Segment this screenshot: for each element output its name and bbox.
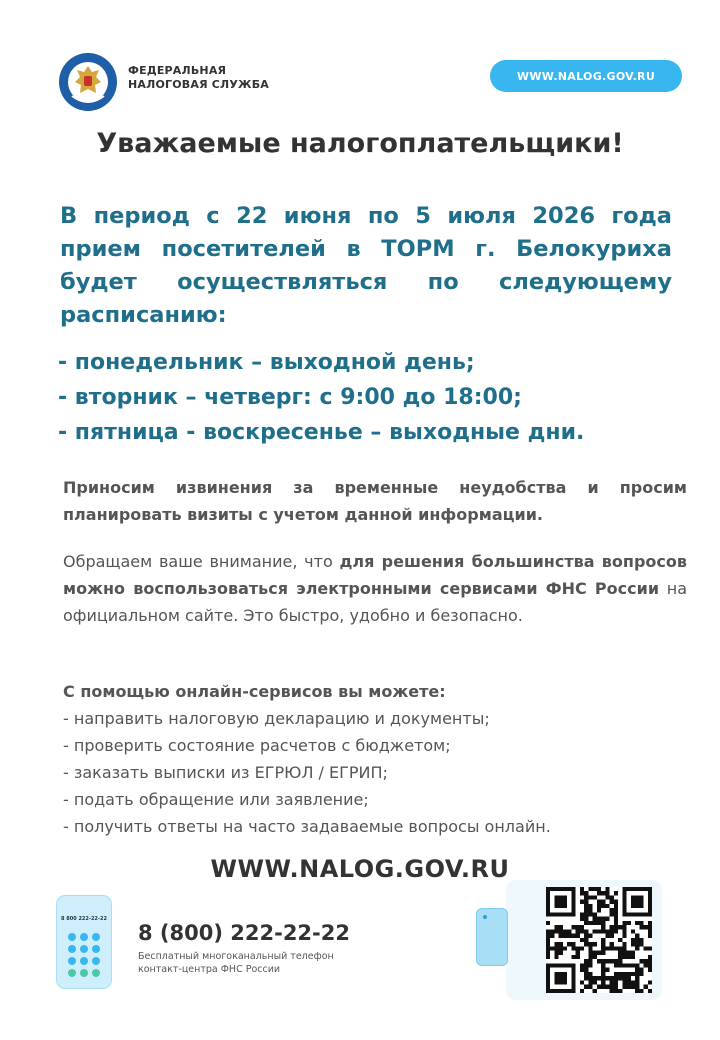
org-name <box>128 64 269 92</box>
attention-outro: на официальном сайте. Это быстро, удобно и безопасно. <box>63 579 687 625</box>
fns-emblem-icon <box>58 52 118 112</box>
list-item: - проверить состояние расчетов с бюджетом; <box>63 736 451 755</box>
schedule-item-friday-sunday: - пятница - воскресенье – выходные дни. <box>58 420 585 445</box>
org-name-line1: ФЕДЕРАЛЬНАЯ <box>128 64 227 77</box>
intro-text: В период с 22 июня по 5 июля 2026 года прием посетителей в ТОРМ г. Белокуриха будет осуществляться по следующему расписанию: <box>60 203 672 328</box>
list-item: - направить налоговую декларацию и документы; <box>63 709 490 728</box>
page-title: Уважаемые налогоплательщики! <box>96 128 624 159</box>
hotline-description-line1: Бесплатный многоканальный телефон <box>138 951 334 962</box>
hotline-phone[interactable]: 8 (800) 222-22-22 <box>138 921 350 945</box>
schedule-item-monday: - понедельник – выходной день; <box>58 350 475 375</box>
attention-intro: Обращаем ваше внимание, что <box>63 552 340 571</box>
site-link-button[interactable]: WWW.NALOG.GOV.RU <box>490 60 682 92</box>
schedule-item-tuesday-thursday: - вторник – четверг: с 9:00 до 18:00; <box>58 385 522 410</box>
hotline-description-line2: контакт-центра ФНС России <box>138 964 281 975</box>
keypad-icon <box>68 933 104 977</box>
phone-card-number: 8 800 222-22-22 <box>61 916 107 922</box>
smartphone-icon <box>476 908 508 966</box>
list-item: - получить ответы на часто задаваемые вопросы онлайн. <box>63 817 551 836</box>
services-heading: С помощью онлайн-сервисов вы можете: <box>63 682 446 701</box>
header <box>58 52 682 112</box>
list-item: - заказать выписки из ЕГРЮЛ / ЕГРИП; <box>63 763 388 782</box>
phone-illustration-icon <box>56 895 112 989</box>
attention-paragraph <box>63 548 687 629</box>
qr-block <box>474 880 664 1002</box>
hotline-description <box>138 950 334 976</box>
list-item: - подать обращение или заявление; <box>63 790 369 809</box>
apology-text: Приносим извинения за временные неудобства и просим планировать визиты с учетом данной информации. <box>63 478 687 524</box>
org-name-line2: НАЛОГОВАЯ СЛУЖБА <box>128 78 270 91</box>
qr-code-icon[interactable] <box>546 887 652 993</box>
schedule-list <box>58 345 688 450</box>
footer-site-link[interactable]: WWW.NALOG.GOV.RU <box>210 855 510 883</box>
services-list <box>63 678 687 840</box>
attention-highlight: для решения большинства вопросов можно воспользоваться электронными сервисами ФНС России <box>63 552 687 598</box>
